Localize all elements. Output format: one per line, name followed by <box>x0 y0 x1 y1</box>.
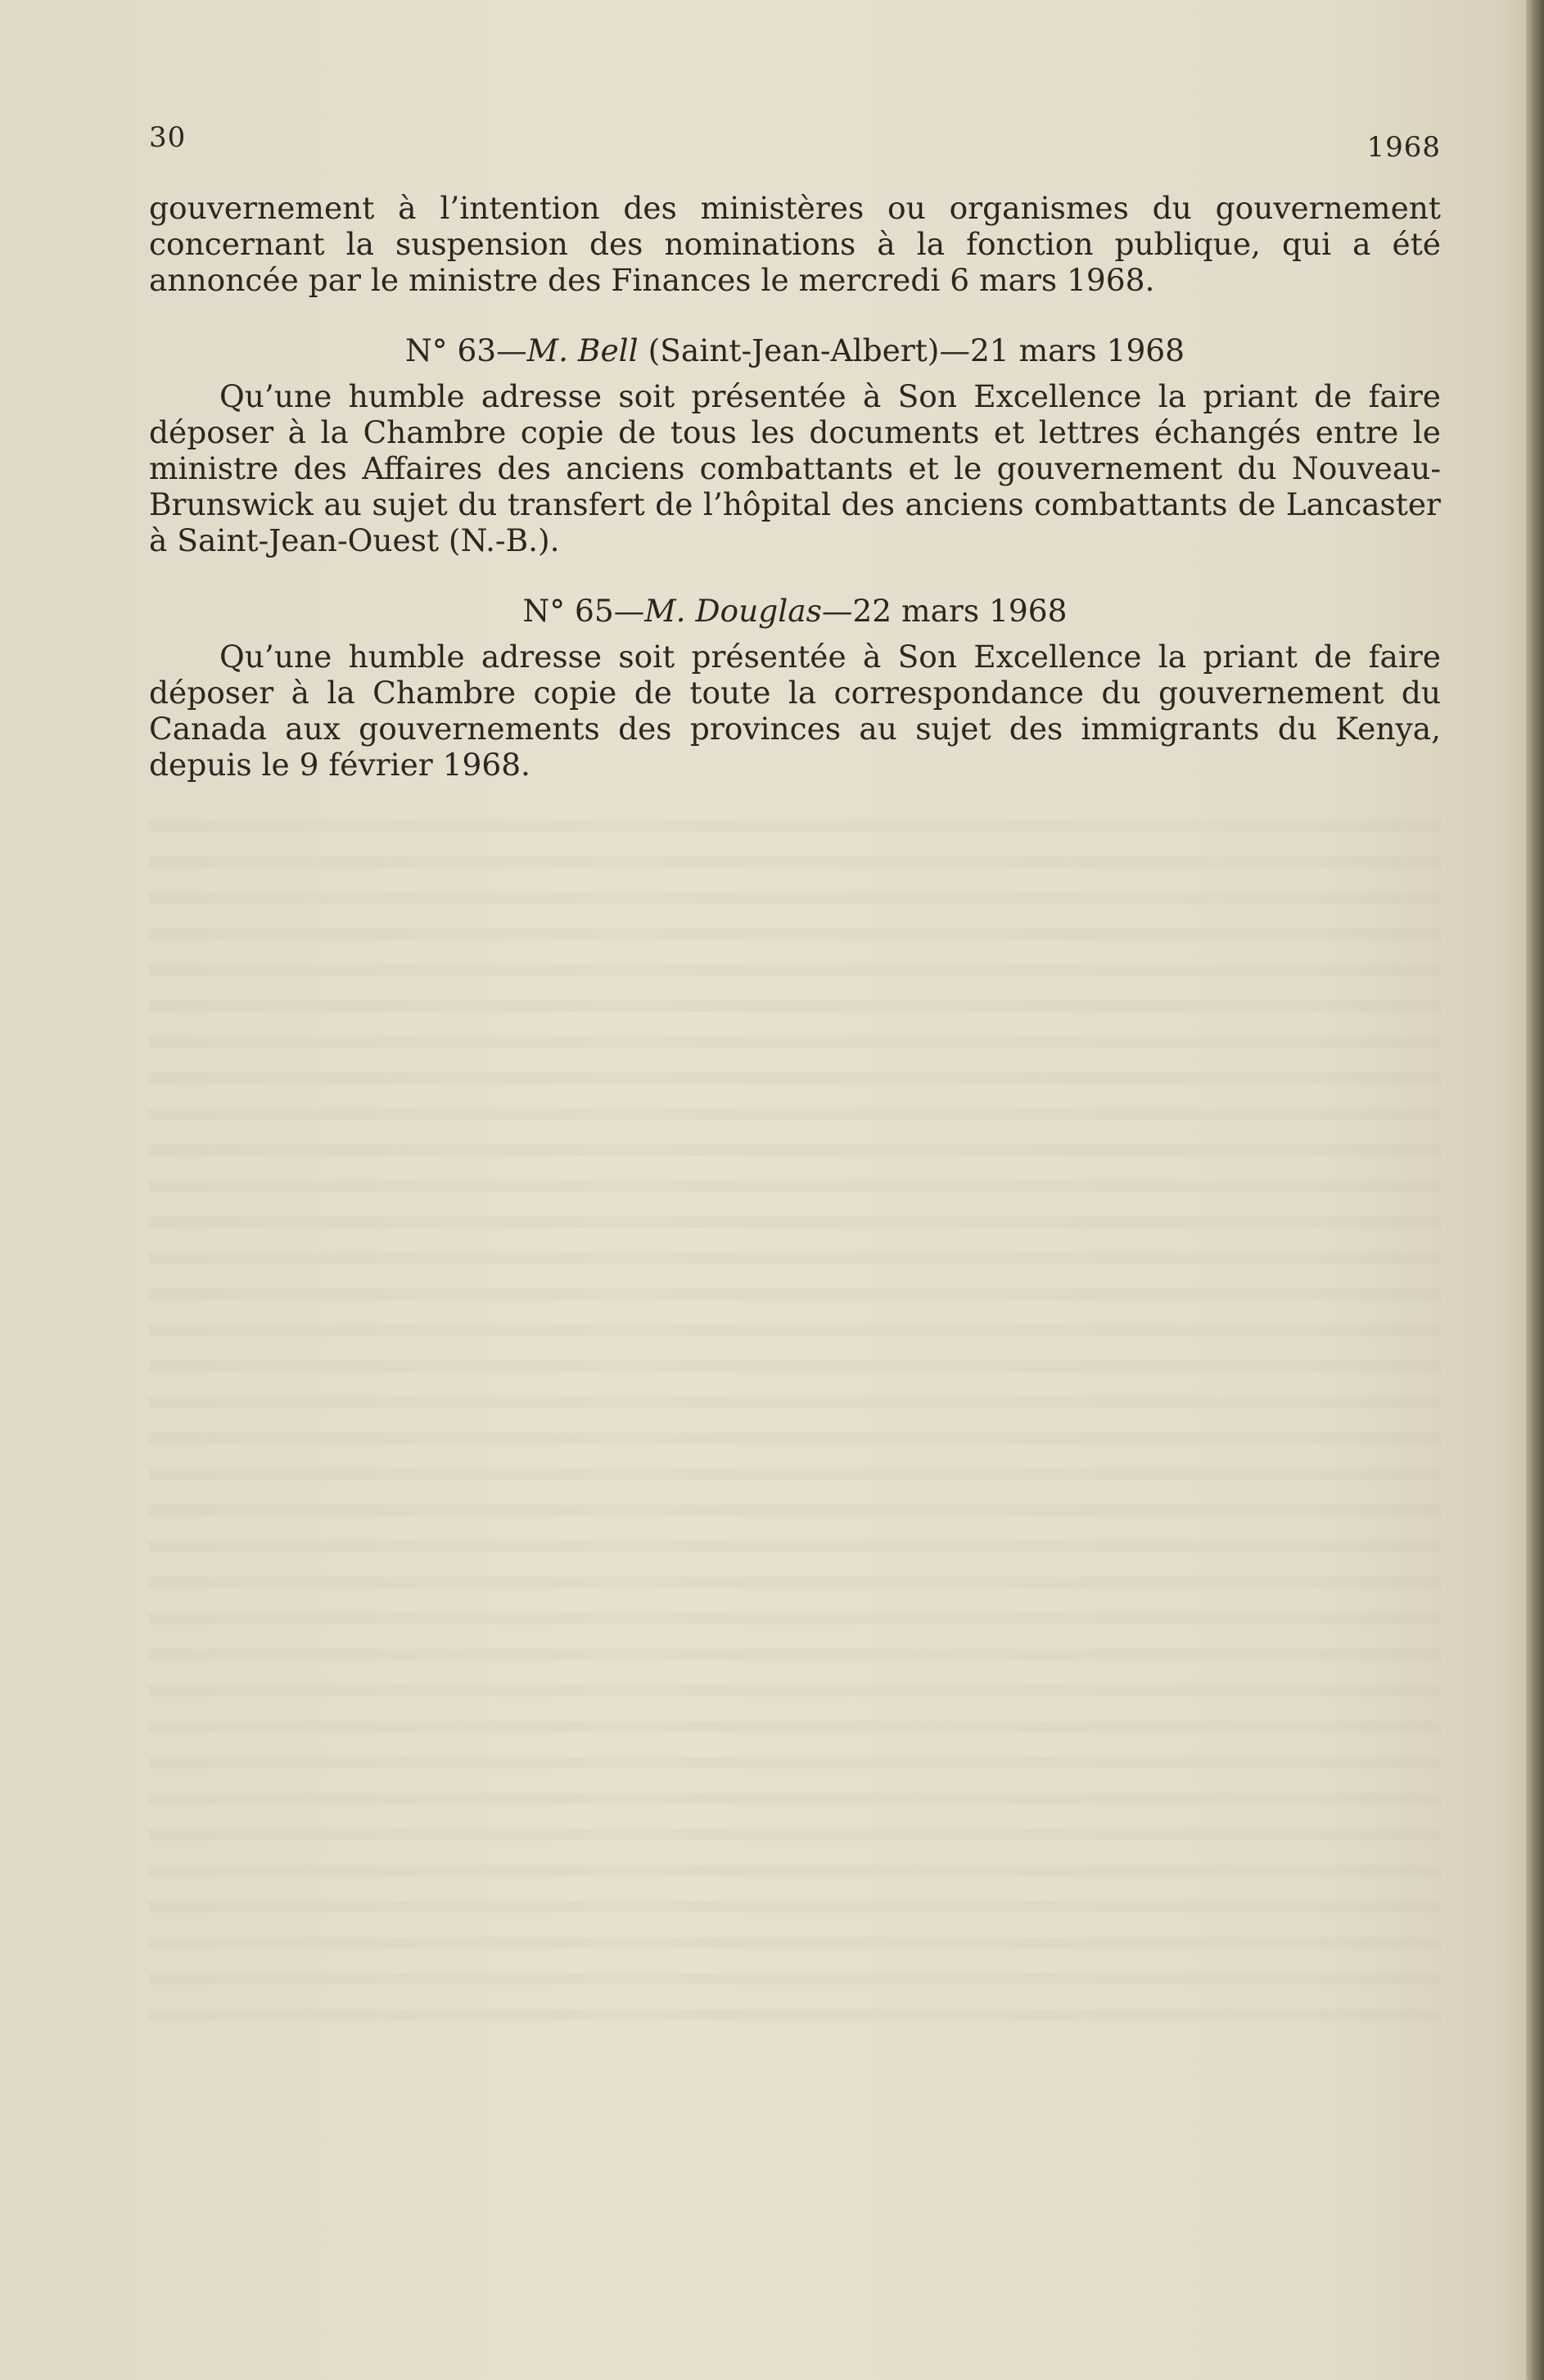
motion-member: M. Bell <box>526 332 639 368</box>
bleed-through-texture <box>149 802 1441 2030</box>
motion-63 <box>149 332 1441 558</box>
motion-65 <box>149 593 1441 783</box>
intro-paragraph: gouvernement à l’intention des ministères ou organismes du gouvernement concernant la suspension des nominations à la fonction publique, qui a été annoncée par le ministre des Finances le mercredi 6 mars 1968. <box>149 190 1441 298</box>
motion-text: Qu’une humble adresse soit présentée à Son Excellence la priant de faire déposer à la Chambre copie de tous les documents et lettres échangés entre le ministre des Affaires des anciens combattants et le gouvernement du Nouveau-Brunswick au sujet du transfert de l’hôpital des anciens combattants de Lancaster à Saint-Jean-Ouest (N.-B.). <box>149 378 1441 558</box>
page-year: 1968 <box>1366 131 1441 164</box>
motion-heading <box>149 332 1441 368</box>
page-header <box>149 121 1441 162</box>
motion-heading <box>149 593 1441 629</box>
page-body <box>149 190 1441 783</box>
motion-number: N° 65— <box>522 593 645 629</box>
motion-text: Qu’une humble adresse soit présentée à Son Excellence la priant de faire déposer à la Chambre copie de toute la correspondance du gouvernement du Canada aux gouvernements des provinces au sujet des immigrants du Kenya, depuis le 9 février 1968. <box>149 639 1441 783</box>
motion-number: N° 63— <box>404 332 527 368</box>
motion-details: —22 mars 1968 <box>821 593 1068 629</box>
motion-details: (Saint-Jean-Albert)—21 mars 1968 <box>638 332 1185 368</box>
page-binding-edge <box>1526 0 1544 2380</box>
page-number: 30 <box>149 121 187 154</box>
motion-member: M. Douglas <box>644 593 822 629</box>
